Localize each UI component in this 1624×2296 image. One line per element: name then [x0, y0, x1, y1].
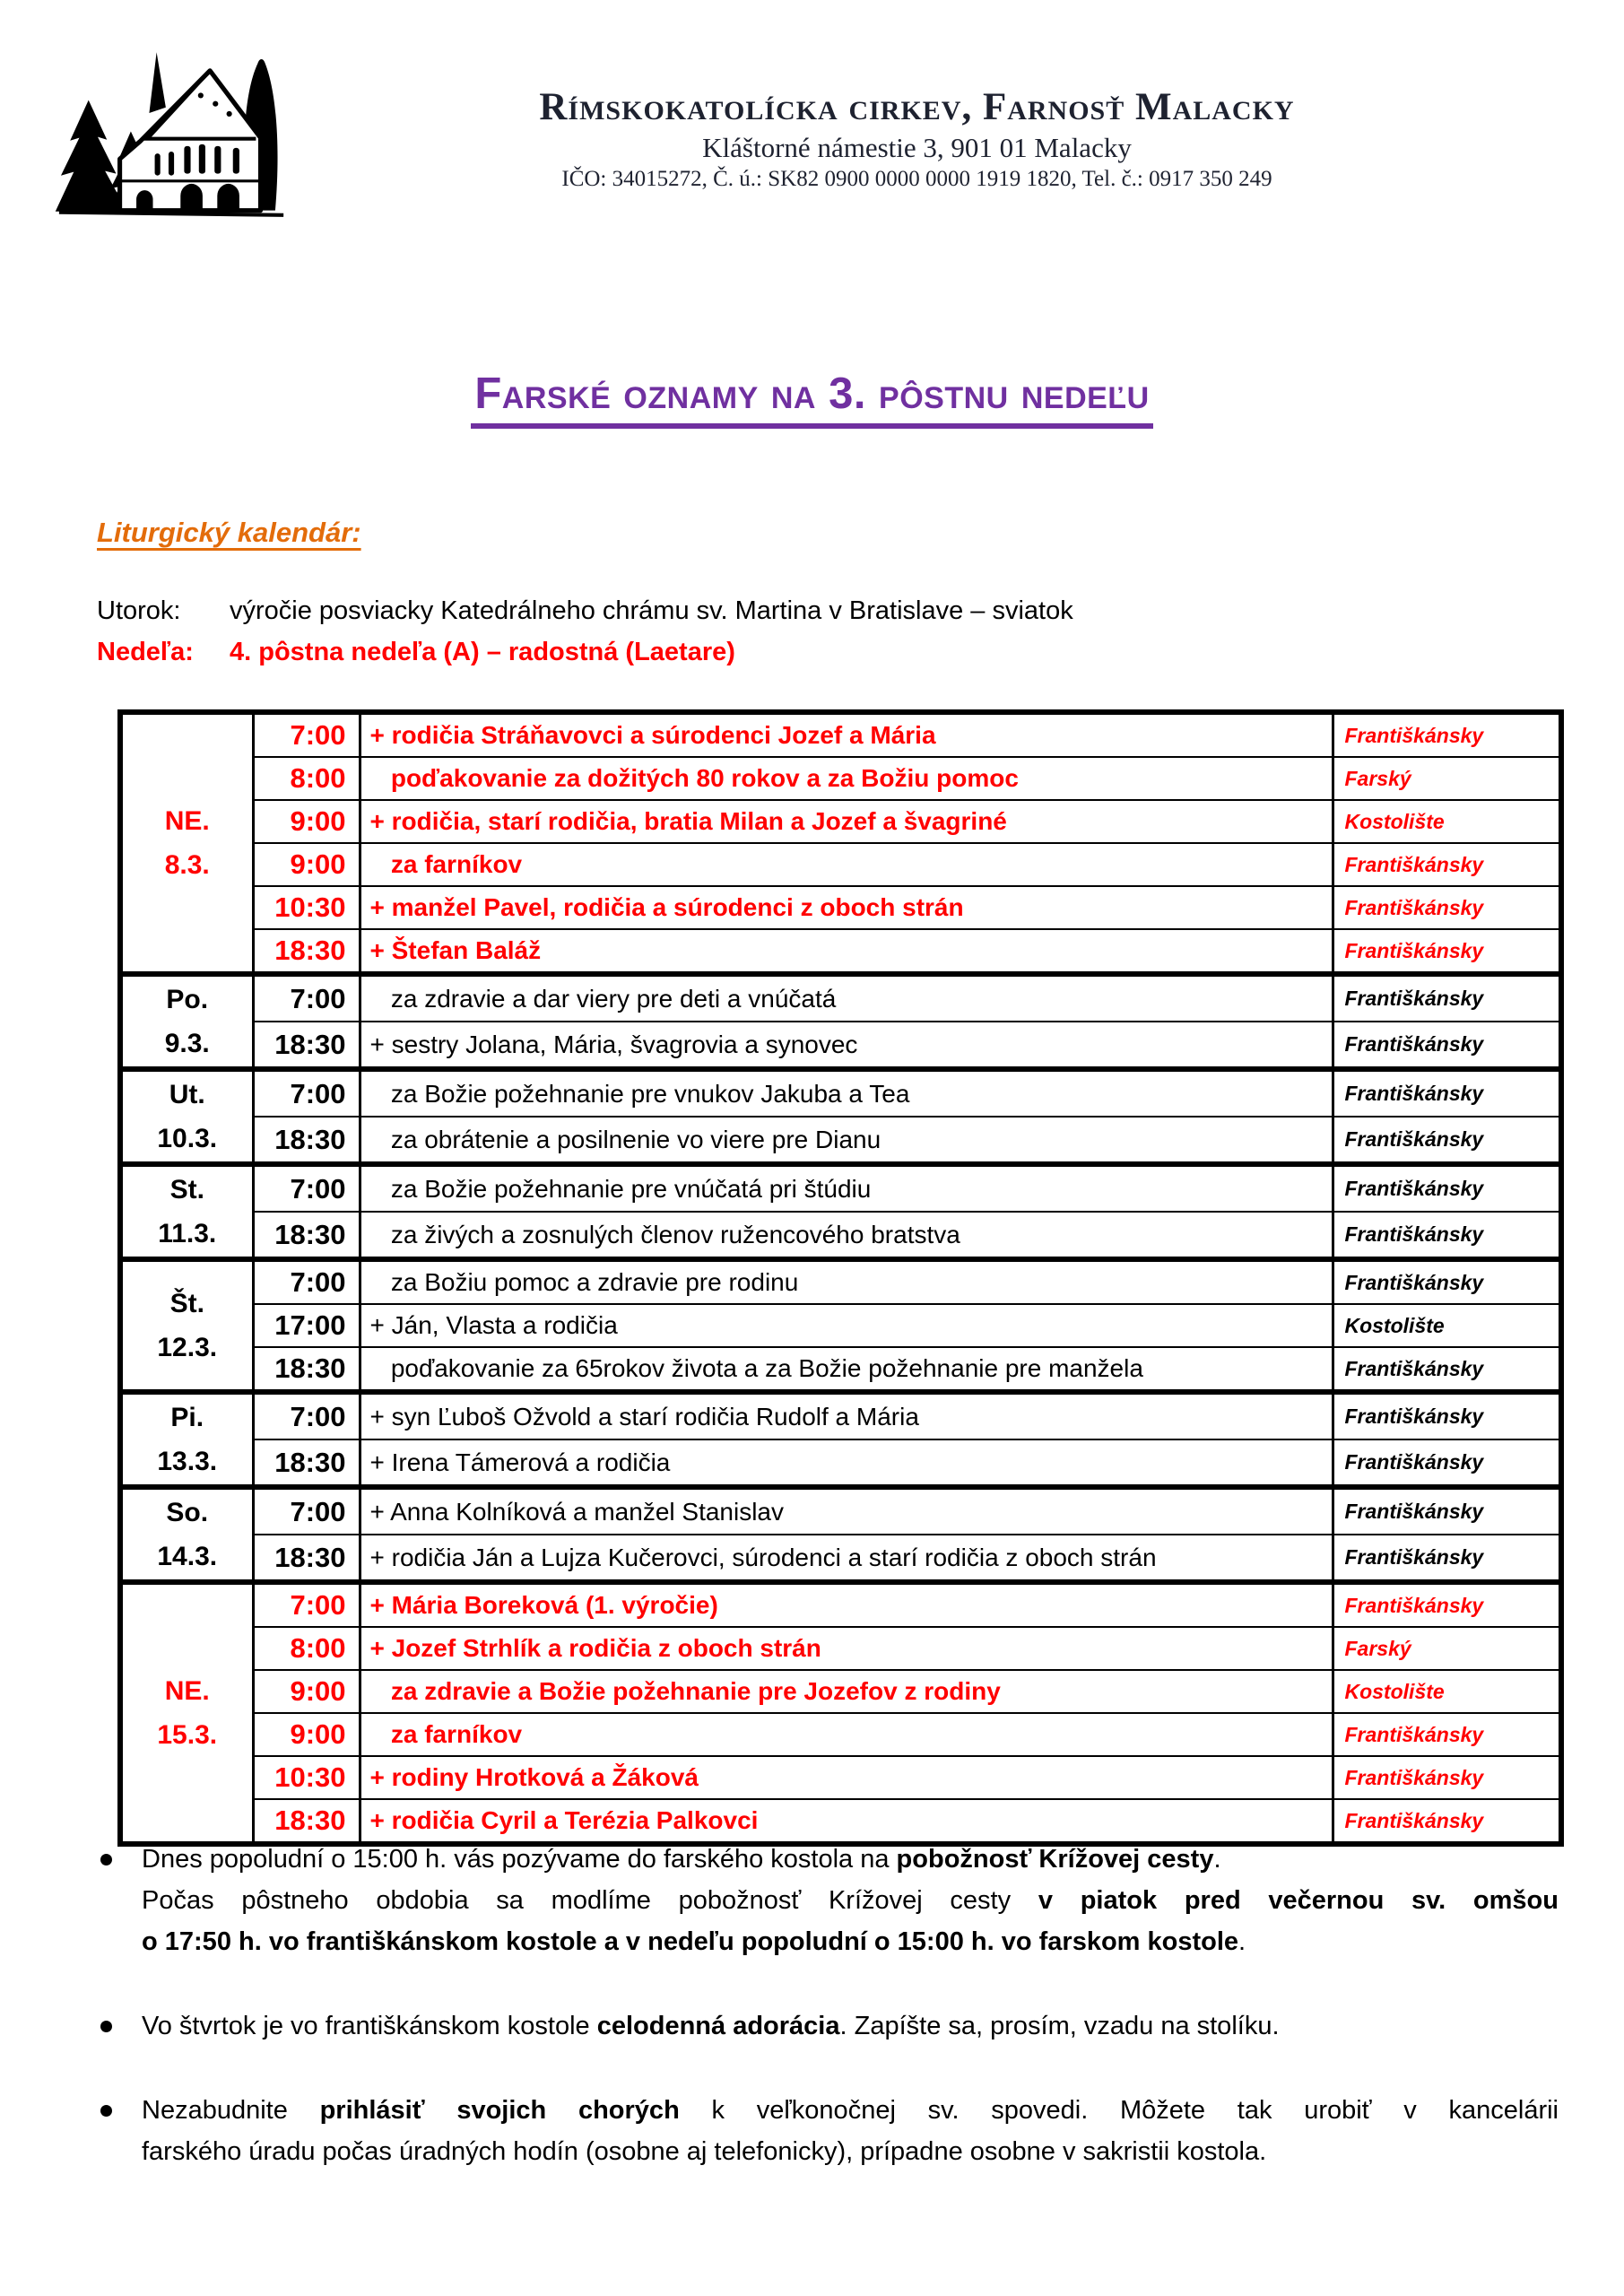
mass-intention: + Ján, Vlasta a rodičia [360, 1304, 1333, 1347]
mass-intention: + sestry Jolana, Mária, švagrovia a synovec [360, 1022, 1333, 1069]
mass-church: Františkánsky [1333, 1713, 1561, 1756]
text-segment: Vo štvrtok je vo františkánskom kostole [142, 2012, 597, 2040]
day-date: 13.3. [157, 1447, 218, 1476]
bullet-marker [97, 2090, 142, 2172]
day-abbrev: Po. [166, 985, 209, 1014]
mass-time: 9:00 [253, 843, 360, 886]
mass-row [120, 1439, 1561, 1487]
mass-intention: + Irena Támerová a rodičia [360, 1439, 1333, 1487]
mass-time: 18:30 [253, 1022, 360, 1069]
mass-time: 9:00 [253, 800, 360, 843]
text-segment: k veľkonočnej sv. spovedi. Môžete tak urobiť v kancelárii [679, 2096, 1559, 2125]
text-segment: farského úradu počas úradných hodín (osobne aj telefonicky), prípadne osobne v sakristii kostola. [142, 2137, 1267, 2166]
mass-church: Kostolište [1333, 1670, 1561, 1713]
mass-church: Františkánsky [1333, 1259, 1561, 1304]
mass-church: Františkánsky [1333, 1069, 1561, 1117]
mass-church: Františkánsky [1333, 1439, 1561, 1487]
mass-intention: + rodičia Ján a Lujza Kučerovci, súrodenci a starí rodičia z oboch strán [360, 1535, 1333, 1582]
mass-row [120, 1756, 1561, 1799]
mass-church: Františkánsky [1333, 1535, 1561, 1582]
mass-church: Kostolište [1333, 800, 1561, 843]
mass-row [120, 712, 1561, 757]
mass-time: 8:00 [253, 757, 360, 800]
mass-church: Františkánsky [1333, 886, 1561, 929]
text-segment: Dnes popoludní o 15:00 h. vás pozývame do farského kostola na [142, 1845, 897, 1874]
day-abbrev: St. [169, 1175, 204, 1205]
mass-time: 9:00 [253, 1670, 360, 1713]
day-cell [120, 974, 253, 1069]
announcement-text [142, 2005, 1559, 2047]
mass-row [120, 1022, 1561, 1069]
contact-line: IČO: 34015272, Č. ú.: SK82 0900 0000 0000 1919 1820, Tel. č.: 0917 350 249 [561, 166, 1272, 191]
day-abbrev: Št. [169, 1289, 204, 1318]
mass-intention: + syn Ľuboš Ožvold a starí rodičia Rudolf a Mária [360, 1392, 1333, 1439]
mass-intention: + rodičia Cyril a Terézia Palkovci [360, 1799, 1333, 1844]
mass-time: 18:30 [253, 1439, 360, 1487]
mass-row [120, 1347, 1561, 1392]
announcement-item [97, 2090, 1559, 2172]
announcement-line [142, 1921, 1559, 1962]
mass-church: Františkánsky [1333, 712, 1561, 757]
day-cell [120, 1392, 253, 1487]
announcements-list [97, 1839, 1559, 2215]
mass-church: Františkánsky [1333, 929, 1561, 974]
mass-row [120, 1212, 1561, 1259]
calendar-entry [97, 631, 1073, 673]
mass-time: 18:30 [253, 1117, 360, 1164]
mass-intention: + Štefan Baláž [360, 929, 1333, 974]
mass-church: Kostolište [1333, 1304, 1561, 1347]
mass-row [120, 1117, 1561, 1164]
mass-intention: za živých a zosnulých členov ružencového bratstva [360, 1212, 1333, 1259]
mass-row [120, 1582, 1561, 1627]
mass-intention: za farníkov [360, 1713, 1333, 1756]
day-abbrev: NE. [164, 806, 210, 836]
bullet-dot-icon [100, 2105, 112, 2117]
mass-church: Františkánsky [1333, 1117, 1561, 1164]
day-date: 8.3. [164, 850, 210, 880]
mass-church: Františkánsky [1333, 1487, 1561, 1535]
day-date: 14.3. [157, 1542, 218, 1571]
day-cell [120, 1069, 253, 1164]
text-segment: Počas pôstneho obdobia sa modlíme pobožnosť Krížovej cesty [142, 1886, 1038, 1915]
mass-time: 7:00 [253, 1487, 360, 1535]
announcement-line [142, 2005, 1559, 2047]
text-bold-segment: v piatok pred večernou sv. omšou [1038, 1886, 1559, 1915]
announcement-line [142, 2131, 1559, 2172]
mass-intention: + rodičia, starí rodičia, bratia Milan a Jozef a švagriné [360, 800, 1333, 843]
address-line: Kláštorné námestie 3, 901 01 Malacky [702, 132, 1132, 164]
letterhead [242, 86, 1592, 193]
day-date: 12.3. [157, 1333, 218, 1362]
mass-time: 18:30 [253, 1535, 360, 1582]
announcement-line [142, 1839, 1559, 1880]
mass-intention: za zdravie a Božie požehnanie pre Jozefov z rodiny [360, 1670, 1333, 1713]
calendar-day-text: výročie posviacky Katedrálneho chrámu sv. Martina v Bratislave – sviatok [230, 596, 1073, 625]
day-cell [120, 1487, 253, 1582]
announcement-text [142, 1839, 1559, 1962]
liturgical-calendar [97, 590, 1073, 673]
mass-time: 17:00 [253, 1304, 360, 1347]
mass-row [120, 1304, 1561, 1347]
announcement-item [97, 2005, 1559, 2047]
mass-row [120, 757, 1561, 800]
mass-row [120, 1259, 1561, 1304]
text-segment: . [1213, 1845, 1221, 1874]
day-abbrev: NE. [164, 1676, 210, 1706]
mass-row [120, 1487, 1561, 1535]
mass-intention: za Božiu pomoc a zdravie pre rodinu [360, 1259, 1333, 1304]
mass-church: Františkánsky [1333, 1347, 1561, 1392]
text-segment: . [1238, 1927, 1246, 1956]
mass-row [120, 1392, 1561, 1439]
mass-intention: poďakovanie za 65rokov života a za Božie požehnanie pre manžela [360, 1347, 1333, 1392]
calendar-entry [97, 590, 1073, 631]
mass-intention: za zdravie a dar viery pre deti a vnúčatá [360, 974, 1333, 1022]
mass-intention: + Anna Kolníková a manžel Stanislav [360, 1487, 1333, 1535]
mass-time: 7:00 [253, 712, 360, 757]
day-date: 15.3. [157, 1720, 218, 1750]
mass-row [120, 1799, 1561, 1844]
mass-time: 18:30 [253, 929, 360, 974]
mass-intention: + Jozef Strhlík a rodičia z oboch strán [360, 1627, 1333, 1670]
day-date: 10.3. [157, 1124, 218, 1153]
day-cell [120, 1259, 253, 1392]
mass-time: 7:00 [253, 1392, 360, 1439]
mass-time: 9:00 [253, 1713, 360, 1756]
page-title [0, 371, 1624, 429]
mass-time: 10:30 [253, 886, 360, 929]
mass-intention: + Mária Boreková (1. výročie) [360, 1582, 1333, 1627]
mass-intention: za Božie požehnanie pre vnúčatá pri štúdiu [360, 1164, 1333, 1212]
mass-row [120, 1670, 1561, 1713]
mass-church: Farský [1333, 1627, 1561, 1670]
bullet-dot-icon [100, 1854, 112, 1866]
mass-church: Františkánsky [1333, 1164, 1561, 1212]
mass-time: 7:00 [253, 1259, 360, 1304]
page-title-text: Farské oznamy na 3. pôstnu nedeľu [471, 371, 1152, 429]
mass-time: 10:30 [253, 1756, 360, 1799]
mass-intention: za obrátenie a posilnenie vo viere pre Dianu [360, 1117, 1333, 1164]
mass-row [120, 1535, 1561, 1582]
text-bold-segment: prihlásiť svojich chorých [319, 2096, 680, 2125]
mass-row [120, 800, 1561, 843]
calendar-day-label: Nedeľa: [97, 638, 194, 666]
mass-row [120, 1069, 1561, 1117]
mass-intention: + rodiny Hrotková a Žáková [360, 1756, 1333, 1799]
announcement-text [142, 2090, 1559, 2172]
mass-row [120, 1627, 1561, 1670]
text-segment: Nezabudnite [142, 2096, 320, 2125]
text-bold-segment: pobožnosť Krížovej cesty [896, 1845, 1214, 1874]
day-cell [120, 1164, 253, 1259]
announcement-line [142, 2090, 1559, 2131]
mass-intention: + manžel Pavel, rodičia a súrodenci z oboch strán [360, 886, 1333, 929]
mass-intention: za Božie požehnanie pre vnukov Jakuba a Tea [360, 1069, 1333, 1117]
mass-intention: + rodičia Stráňavovci a súrodenci Jozef a Mária [360, 712, 1333, 757]
mass-row [120, 1713, 1561, 1756]
mass-church: Františkánsky [1333, 843, 1561, 886]
mass-church: Františkánsky [1333, 1212, 1561, 1259]
mass-church: Františkánsky [1333, 1022, 1561, 1069]
mass-row [120, 929, 1561, 974]
mass-church: Františkánsky [1333, 1756, 1561, 1799]
mass-church: Františkánsky [1333, 974, 1561, 1022]
day-cell [120, 1582, 253, 1844]
section-heading-liturgical-calendar: Liturgický kalendár: [97, 517, 361, 548]
mass-row [120, 843, 1561, 886]
organization-name: Rímskokatolícka cirkev, Farnosť Malacky [539, 86, 1295, 128]
calendar-day-text: 4. pôstna nedeľa (A) – radostná (Laetare) [230, 638, 735, 666]
mass-time: 8:00 [253, 1627, 360, 1670]
day-abbrev: So. [166, 1498, 209, 1527]
mass-time: 7:00 [253, 1164, 360, 1212]
day-date: 9.3. [164, 1029, 210, 1058]
text-bold-segment: celodenná adorácia [596, 2012, 840, 2040]
mass-schedule-table [117, 709, 1564, 1847]
bullet-dot-icon [100, 2021, 112, 2032]
mass-church: Františkánsky [1333, 1799, 1561, 1844]
mass-time: 7:00 [253, 1582, 360, 1627]
mass-time: 18:30 [253, 1212, 360, 1259]
announcement-item [97, 1839, 1559, 1962]
mass-row [120, 886, 1561, 929]
text-segment: . Zapíšte sa, prosím, vzadu na stolíku. [839, 2012, 1280, 2040]
day-abbrev: Ut. [169, 1080, 205, 1109]
mass-time: 18:30 [253, 1347, 360, 1392]
text-bold-segment: o 17:50 h. vo františkánskom kostole a v nedeľu popoludní o 15:00 h. vo farskom kostole [142, 1927, 1239, 1956]
mass-intention: poďakovanie za dožitých 80 rokov a za Božiu pomoc [360, 757, 1333, 800]
day-abbrev: Pi. [170, 1403, 204, 1432]
bullet-marker [97, 2005, 142, 2047]
mass-time: 7:00 [253, 974, 360, 1022]
mass-row [120, 974, 1561, 1022]
day-date: 11.3. [158, 1219, 217, 1248]
mass-time: 18:30 [253, 1799, 360, 1844]
calendar-day-label: Utorok: [97, 596, 181, 625]
mass-church: Farský [1333, 757, 1561, 800]
day-cell [120, 712, 253, 974]
mass-church: Františkánsky [1333, 1582, 1561, 1627]
mass-row [120, 1164, 1561, 1212]
bullet-marker [97, 1839, 142, 1962]
mass-church: Františkánsky [1333, 1392, 1561, 1439]
mass-time: 7:00 [253, 1069, 360, 1117]
announcement-line [142, 1880, 1559, 1921]
mass-intention: za farníkov [360, 843, 1333, 886]
